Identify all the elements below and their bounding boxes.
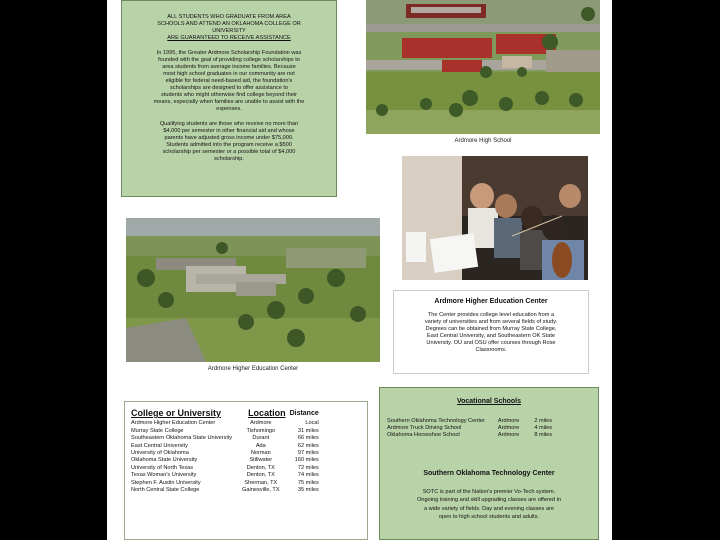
college-name: University of Oklahoma: [131, 450, 189, 457]
student-orchestra-image: [402, 156, 588, 280]
scholarship-para2-line: parents have adjusted gross income under $75,000.: [164, 135, 294, 141]
sotc-title: Southern Oklahoma Technology Center: [423, 469, 555, 477]
college-name: Southeastern Oklahoma State University: [131, 435, 233, 442]
college-location: Norman: [250, 450, 271, 457]
college-location: Stillwater: [249, 457, 273, 464]
vocational-title: Vocational Schools: [456, 398, 522, 405]
school-distance: 4 miles: [534, 425, 553, 432]
college-distance: 35 miles: [297, 487, 319, 494]
college-location: Durant: [252, 435, 270, 442]
table-row: [129, 450, 321, 457]
scholarship-para1-line: eligible for federal need-based aid, the foundation's: [165, 78, 293, 84]
college-name: Murray State College: [131, 427, 184, 434]
scholarship-para2-line: Students admitted into the program receive a $500: [166, 142, 292, 148]
sotc-body-line: Ongoing training and skill upgrading classes are offered in: [417, 497, 561, 504]
table-row: [129, 465, 321, 472]
location-column-header: Location: [248, 408, 286, 418]
college-column-header: College or University: [131, 408, 222, 418]
ahec-info-box: [393, 290, 589, 374]
table-row: [129, 480, 321, 487]
college-location: Denton, TX: [246, 464, 275, 471]
scholarship-para1-line: means, especially when families are unable to assist with the: [153, 99, 305, 105]
college-name: North Central State College: [131, 487, 200, 494]
college-distance: 31 miles: [297, 427, 319, 434]
scholarship-panel: [121, 0, 337, 197]
table-row: [129, 428, 321, 435]
school-location: Ardmore: [497, 418, 520, 424]
school-name: Ardmore Truck Driving School: [387, 425, 462, 432]
college-distance: 66 miles: [297, 435, 319, 442]
high-school-photo: [366, 0, 600, 134]
higher-ed-center-photo: [126, 218, 380, 362]
school-distance: 8 miles: [534, 432, 553, 439]
ahec-body-line: Degrees can be obtained from Murray State College,: [425, 326, 557, 332]
scholarship-para2-line: $4,000 per semester in other financial aid and whose: [163, 128, 295, 134]
table-row: [129, 472, 321, 479]
table-row: [384, 432, 555, 439]
college-name: Ardmore Higher Education Center: [131, 420, 216, 427]
table-row: [129, 443, 321, 450]
ahec-body-line: East Central University, and Southeastern OK State: [427, 333, 555, 339]
sotc-body-line: a wide variety of fields. Day and evening classes are: [424, 505, 554, 512]
college-location: Sherman, TX: [244, 479, 278, 486]
college-location: Ardmore: [250, 420, 272, 427]
school-location: Ardmore: [497, 432, 520, 439]
colleges-header-row: [129, 410, 321, 420]
sotc-body-line: SOTC is part of the Nation's premier Vo-Tech system.: [422, 488, 556, 495]
scholarship-heading-3: UNIVERSITY: [212, 28, 246, 34]
scholarship-para1-line: students who might otherwise find college beyond their: [161, 92, 297, 98]
college-distance: Local: [305, 420, 319, 427]
higher-ed-center-aerial-image: [126, 218, 380, 362]
ahec-body-line: variety of universities and from several fields of study.: [424, 319, 558, 325]
scholarship-para2-line: Qualifying students are those who receive no more than: [159, 121, 299, 127]
college-name: Oklahoma State University: [131, 457, 198, 464]
college-distance: 97 miles: [297, 450, 319, 457]
college-location: Gainesville, TX: [242, 487, 280, 494]
vocational-panel: [379, 387, 599, 540]
table-row: [129, 457, 321, 464]
higher-ed-center-caption: Ardmore Higher Education Center: [207, 366, 299, 372]
high-school-caption: Ardmore High School: [454, 138, 512, 144]
school-location: Ardmore: [497, 425, 520, 432]
ahec-body-line: University. OU and OSU offer courses through Rose: [426, 340, 556, 346]
colleges-table: [129, 410, 321, 494]
school-name: Southern Oklahoma Technology Center: [387, 418, 485, 424]
college-name: Texas Woman's University: [131, 472, 197, 479]
scholarship-heading-2: SCHOOLS AND ATTEND AN OKLAHOMA COLLEGE OR: [157, 21, 301, 27]
ahec-title: Ardmore Higher Education Center: [434, 298, 548, 305]
table-row: [129, 487, 321, 494]
distance-column-header: Distance: [289, 410, 319, 417]
college-location: Denton, TX: [246, 472, 275, 479]
scholarship-para2-line: scholarship.: [214, 156, 244, 162]
vocational-table: [384, 418, 555, 440]
college-location: Ada: [255, 442, 266, 449]
table-row: [129, 435, 321, 442]
orchestra-photo: [402, 156, 588, 280]
college-distance: 74 miles: [297, 472, 319, 479]
college-distance: 75 miles: [297, 479, 319, 486]
scholarship-para1-line: expenses.: [216, 106, 242, 112]
scholarship-para1-line: scholarships are designed to offer assistance to: [169, 85, 289, 91]
table-row: [129, 420, 321, 427]
college-name: University of North Texas: [131, 464, 194, 471]
high-school-aerial-image: [366, 0, 600, 134]
ahec-body-line: The Center provides college level education from a: [427, 312, 555, 318]
table-row: [384, 418, 555, 425]
school-distance: 2 miles: [534, 418, 553, 424]
college-distance: 72 miles: [297, 464, 319, 471]
college-distance: 62 miles: [297, 442, 319, 449]
scholarship-para2-line: scholarship per semester or a possible total of $4,000: [162, 149, 296, 155]
ahec-body-line: Classrooms.: [475, 347, 507, 353]
school-name: Oklahoma Horseshoe School: [387, 432, 460, 439]
scholarship-heading-underlined: ARE GUARANTEED TO RECEIVE ASSISTANCE: [167, 35, 291, 41]
sotc-body-line: open to high school students and adults.: [438, 514, 540, 521]
scholarship-para1-line: most high school graduates in our community are not: [163, 71, 295, 77]
colleges-panel: [124, 401, 368, 540]
scholarship-para1-line: In 1995, the Greater Ardmore Scholarship Foundation was: [156, 50, 302, 56]
scholarship-para1-line: founded with the goal of providing college scholarships to: [158, 57, 300, 63]
table-row: [384, 425, 555, 432]
college-location: Tishomingo: [246, 427, 276, 434]
scholarship-para1-line: area students from average income families. Because: [162, 64, 296, 70]
scholarship-heading-1: ALL STUDENTS WHO GRADUATE FROM AREA: [167, 14, 291, 20]
college-distance: 160 miles: [294, 457, 319, 464]
college-name: East Central University: [131, 442, 188, 449]
brochure-page: [107, 0, 612, 540]
college-name: Stephen F. Austin University: [131, 479, 201, 486]
